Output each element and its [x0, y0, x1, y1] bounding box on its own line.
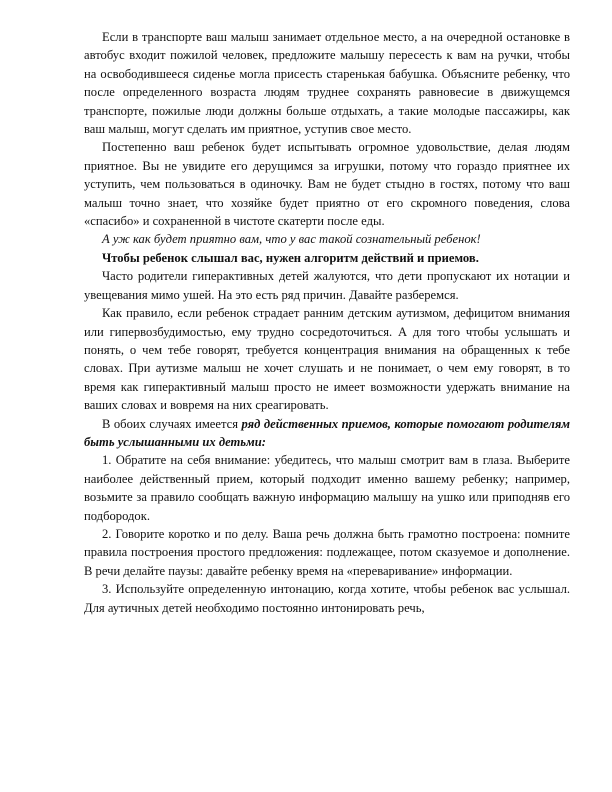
- paragraph-autism: Как правило, если ребенок страдает ранним детским аутизмом, дефицитом внимания или гипервозбудимостью, ему трудно сосредоточиться. А для того чтобы услышать и понять, о чем тебе говорят, требуется концентрация внимания на обращенных к тебе словах. При аутизме малыш не хочет слушать и не понимает, о чем ему говорят, в то время как гиперактивный малыш просто не имеет возможности удержать внимание на ваших словах и вовремя на них среагировать.: [84, 306, 570, 413]
- both-cases-prefix: В обоих случаях имеется: [102, 416, 242, 431]
- list-item-3: 3. Используйте определенную интонацию, когда хотите, чтобы ребенок вас услышал. Для аутичных детей необходимо постоянно интонировать речь,: [84, 582, 570, 615]
- list-item-2: 2. Говорите коротко и по делу. Ваша речь должна быть грамотно построена: помните правила построения простого предложения: подлежащее, потом сказуемое и дополнение. В речи делайте паузы: давайте ребенку время на «переваривание» информации.: [84, 526, 570, 578]
- section-heading: Чтобы ребенок слышал вас, нужен алгоритм действий и приемов.: [102, 250, 479, 265]
- paragraph-transport: Если в транспорте ваш малыш занимает отдельное место, а на очередной остановке в автобус входит пожилой человек, предложите малышу пересесть к вам на ручки, чтобы на освободившееся сиденье могла присесть старенькая бабушка. Объясните ребенку, что после определенного возраста людям труднее сохранять равновесие в движущемся транспорте, пожилые люди должны больше отдыхать, а такие молодые пассажиры, как ваш малыш, могут сделать им приятное, уступив свое место.: [84, 30, 570, 137]
- paragraph-parents-complain: Часто родители гиперактивных детей жалуются, что дети пропускают их нотации и увещевания мимо ушей. На это есть ряд причин. Давайте разберемся.: [84, 269, 570, 302]
- document-page: [84, 28, 570, 617]
- both-cases-emphasis: ряд действенных приемов, которые помогают родителям быть услышанными их детьми:: [84, 416, 570, 449]
- paragraph-conscious-child: А уж как будет приятно вам, что у вас такой сознательный ребенок!: [102, 232, 481, 247]
- paragraph-both-cases: [84, 415, 570, 452]
- list-item-1: 1. Обратите на себя внимание: убедитесь, что малыш смотрит вам в глаза. Выберите наиболее действенный прием, который подходит именно вашему ребенку; например, возьмите за правило сообщать важную информацию малышу на ушко или приподняв его подбородок.: [84, 453, 570, 523]
- paragraph-pleasure: Постепенно ваш ребенок будет испытывать огромное удовольствие, делая людям приятное. Вы не увидите его дерущимся за игрушки, потому что гораздо приятнее их уступить, чем пользоваться в одиночку. Вам не будет стыдно в гостях, потому что ваш малыш точно знает, что хозяйке будет приятно от его скромного поведения, слова «спасибо» и сохраненной в чистоте скатерти после еды.: [84, 140, 570, 229]
